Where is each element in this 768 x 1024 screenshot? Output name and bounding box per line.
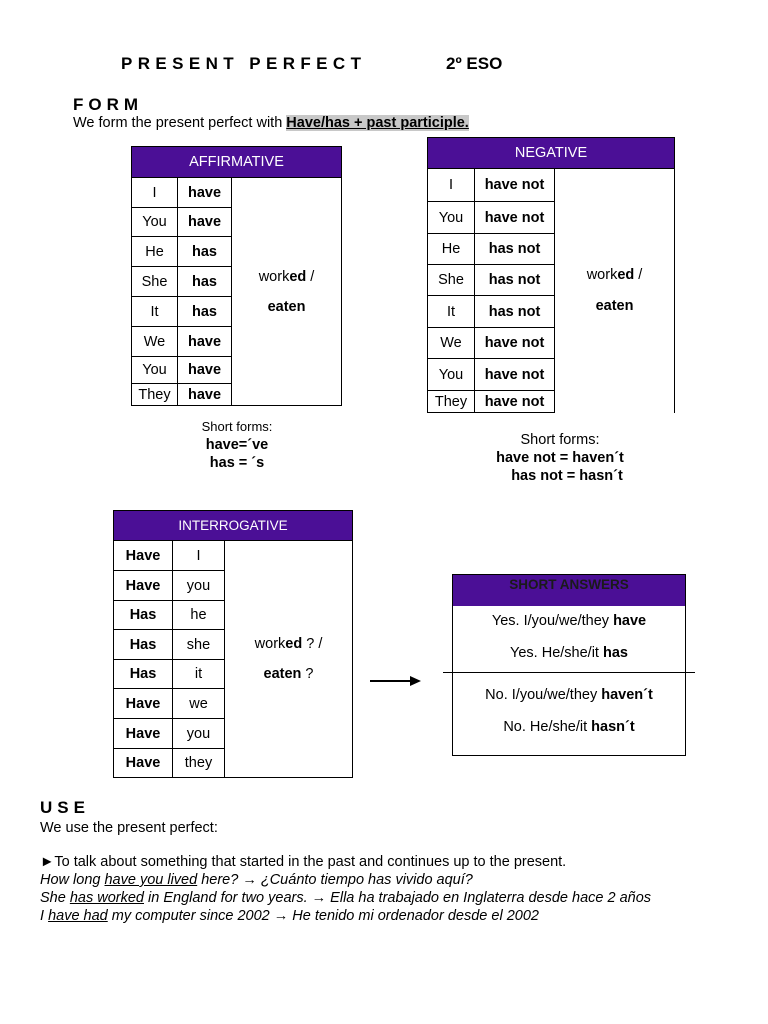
affirmative-short-1: have=´ve [205, 437, 269, 453]
answer-text: Yes. I/you/we/they [491, 613, 614, 629]
interrogative-aux: Have [114, 571, 173, 601]
negative-header: NEGATIVE [428, 138, 675, 169]
answer-text: Yes. He/she/it [510, 645, 603, 661]
affirmative-short-caption: Short forms: [201, 419, 273, 434]
short-answer-yes-1 [453, 613, 685, 629]
short-answers-box [452, 574, 686, 756]
interrogative-subject: they [173, 749, 225, 778]
negative-subject: She [428, 265, 475, 296]
interrogative-subject: you [173, 571, 225, 601]
answer-text: No. He/she/it [503, 719, 592, 735]
negative-subject: I [428, 169, 475, 202]
verb-eaten: eaten [263, 666, 302, 682]
interrogative-subject: it [173, 660, 225, 689]
negative-short-1: have not = haven´t [496, 450, 624, 466]
course-level: 2º ESO [446, 54, 503, 73]
use-example-1 [40, 871, 473, 889]
interrogative-aux: Have [114, 689, 173, 719]
verb-tail: / [306, 268, 315, 285]
negative-short-forms [470, 431, 650, 485]
interrogative-subject: she [173, 630, 225, 660]
short-answer-yes-2 [453, 645, 685, 661]
negative-verb-line1 [555, 260, 674, 291]
example-text: How long [40, 872, 105, 888]
interrogative-aux: Has [114, 601, 173, 630]
verb-stem: work [258, 268, 290, 285]
interrogative-header: INTERROGATIVE [114, 511, 353, 541]
affirmative-verb-line2: eaten [267, 298, 306, 315]
negative-verb-line2: eaten [595, 297, 634, 314]
negative-aux: have not [475, 359, 555, 391]
short-answer-no-2 [453, 719, 685, 735]
form-intro [73, 115, 469, 131]
affirmative-aux: have [178, 384, 232, 406]
example-text: my computer since 2002 → He tenido mi ordenador desde el 2002 [107, 908, 539, 924]
negative-aux: has not [475, 265, 555, 296]
verb-stem: work [254, 636, 286, 652]
form-intro-text: We form the present perfect with [73, 115, 287, 131]
affirmative-short-forms [186, 418, 288, 472]
verb-tail: ? / [302, 636, 323, 652]
affirmative-verb-line1 [232, 262, 341, 292]
verb-ending: ed [285, 636, 303, 652]
page-title: PRESENT PERFECT [121, 54, 367, 73]
example-text: She [40, 890, 70, 906]
verb-tail: / [634, 266, 643, 283]
negative-subject: We [428, 328, 475, 359]
affirmative-aux: has [178, 237, 232, 267]
interrogative-subject: you [173, 719, 225, 749]
negative-subject: It [428, 296, 475, 328]
affirmative-subject: He [132, 237, 178, 267]
use-example-3 [40, 907, 539, 925]
negative-aux: have not [475, 391, 555, 413]
interrogative-verb-line1 [225, 629, 352, 659]
use-intro: We use the present perfect: [40, 820, 218, 836]
answer-bold: hasn´t [591, 719, 635, 735]
affirmative-subject: You [132, 208, 178, 237]
affirmative-table [131, 146, 342, 406]
verb-stem: work [586, 266, 618, 283]
interrogative-table [113, 510, 353, 778]
answer-bold: have [613, 613, 647, 629]
interrogative-subject: we [173, 689, 225, 719]
affirmative-verb-cell [232, 178, 342, 406]
answer-bold: has [602, 645, 628, 661]
negative-short-caption: Short forms: [520, 432, 600, 448]
affirmative-short-2: has = ´s [209, 455, 265, 471]
negative-short-2: has not = hasn´t [511, 468, 623, 484]
negative-aux: have not [475, 169, 555, 202]
use-heading: USE [40, 798, 90, 817]
affirmative-subject: She [132, 267, 178, 297]
negative-aux: has not [475, 234, 555, 265]
negative-subject: He [428, 234, 475, 265]
interrogative-aux: Have [114, 749, 173, 778]
example-underlined: has worked [69, 890, 144, 906]
negative-subject: You [428, 202, 475, 234]
example-text: in England for two years. → Ella ha trabajado en Inglaterra desde hace 2 años [144, 890, 652, 906]
use-bullet: ►To talk about something that started in the past and continues up to the present. [40, 854, 567, 870]
negative-subject: They [428, 391, 475, 413]
interrogative-subject: I [173, 541, 225, 571]
example-underlined: have you lived [104, 872, 198, 888]
form-heading: FORM [73, 95, 144, 114]
example-text: here? → ¿Cuánto tiempo has vivido aquí? [197, 872, 473, 888]
interrogative-aux: Has [114, 660, 173, 689]
verb-ending: ed [289, 268, 307, 285]
form-intro-highlight: Have/has + past participle. [286, 115, 469, 131]
affirmative-subject: It [132, 297, 178, 327]
affirmative-subject: You [132, 357, 178, 384]
affirmative-aux: has [178, 297, 232, 327]
short-answers-divider [443, 672, 695, 673]
interrogative-subject: he [173, 601, 225, 630]
interrogative-aux: Have [114, 719, 173, 749]
arrow-right-icon [370, 672, 422, 690]
interrogative-aux: Have [114, 541, 173, 571]
interrogative-aux: Has [114, 630, 173, 660]
interrogative-verb-cell [225, 541, 353, 778]
negative-table [427, 137, 675, 413]
negative-aux: has not [475, 296, 555, 328]
affirmative-aux: have [178, 178, 232, 208]
affirmative-aux: have [178, 208, 232, 237]
negative-aux: have not [475, 202, 555, 234]
verb-ending: ed [617, 266, 635, 283]
interrogative-verb-line2 [225, 659, 352, 689]
affirmative-header: AFFIRMATIVE [132, 147, 342, 178]
negative-verb-cell [555, 169, 675, 413]
affirmative-subject: We [132, 327, 178, 357]
affirmative-subject: They [132, 384, 178, 406]
answer-text: No. I/you/we/they [485, 687, 602, 703]
short-answer-no-1 [453, 687, 685, 703]
example-text: I [40, 908, 49, 924]
use-example-2 [40, 889, 651, 907]
affirmative-aux: has [178, 267, 232, 297]
negative-subject: You [428, 359, 475, 391]
negative-aux: have not [475, 328, 555, 359]
affirmative-subject: I [132, 178, 178, 208]
example-underlined: have had [48, 908, 108, 924]
answer-bold: haven´t [601, 687, 653, 703]
verb-tail: ? [301, 666, 314, 682]
short-answers-header: SHORT ANSWERS [453, 575, 685, 606]
affirmative-aux: have [178, 327, 232, 357]
affirmative-aux: have [178, 357, 232, 384]
